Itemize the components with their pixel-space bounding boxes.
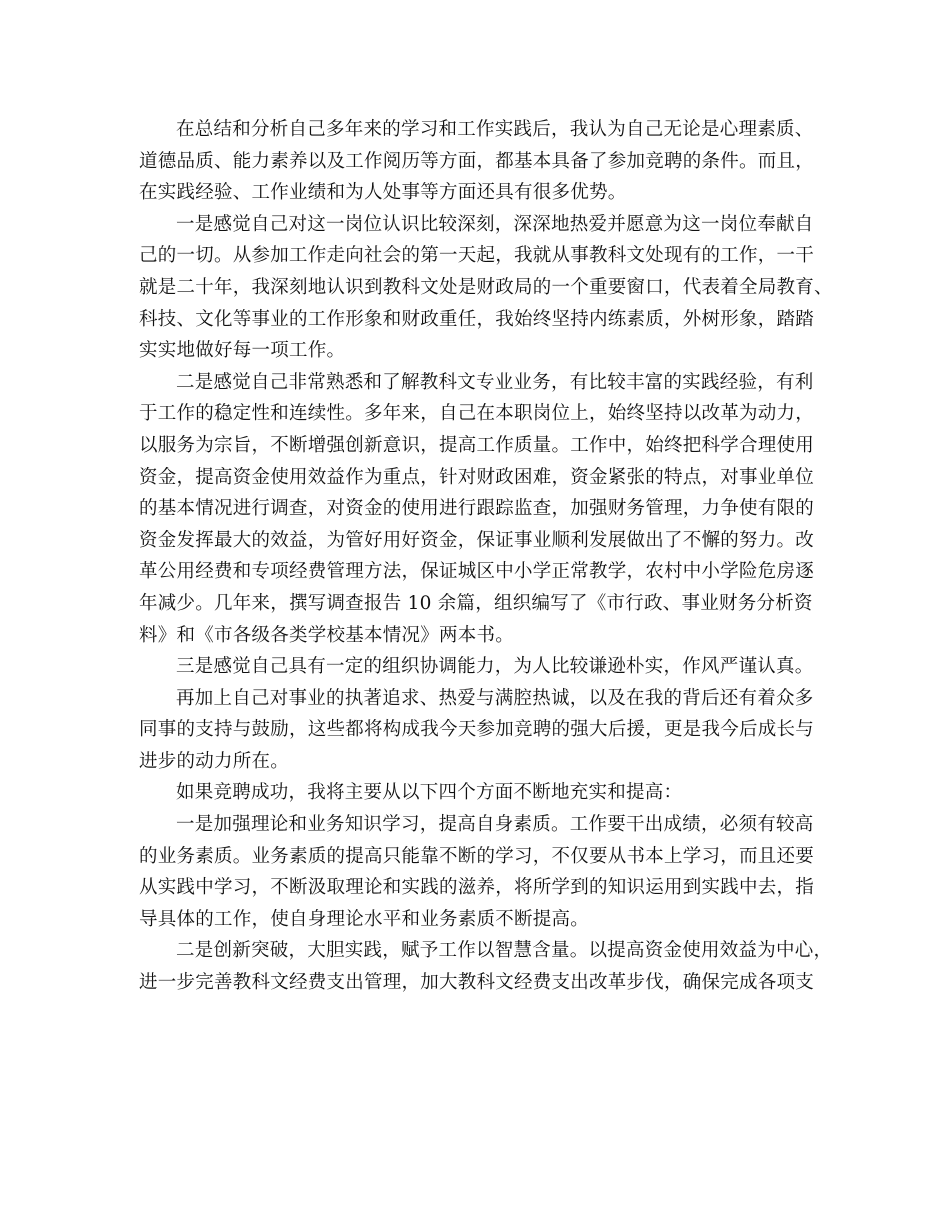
text-line: 年减少。几年来，撰写调查报告 10 余篇，组织编写了《市行政、事业财务分析资 <box>139 592 813 614</box>
text-line: 一是加强理论和业务知识学习，提高自身素质。工作要干出成绩，必须有较高 <box>176 814 814 836</box>
text-line: 从实践中学习，不断汲取理论和实践的滋养，将所学到的知识运用到实践中去，指 <box>139 877 815 899</box>
text-line: 实实地做好每一项工作。 <box>139 340 346 362</box>
text-line: 料》和《市各级各类学校基本情况》两本书。 <box>139 624 515 646</box>
text-line: 以服务为宗旨，不断增强创新意识，提高工作质量。工作中，始终把科学合理使用 <box>139 434 815 456</box>
text-line: 资金，提高资金使用效益作为重点，针对财政困难，资金紧张的特点，对事业单位 <box>139 466 815 488</box>
document-body <box>139 114 833 999</box>
text-line: 二是创新突破，大胆实践，赋予工作以智慧含量。以提高资金使用效益为中心， <box>176 940 833 962</box>
text-line: 的业务素质。业务素质的提高只能靠不断的学习，不仅要从书本上学习，而且还要 <box>139 845 815 867</box>
text-line: 二是感觉自己非常熟悉和了解教科文专业业务，有比较丰富的实践经验，有利 <box>176 371 814 393</box>
text-line: 道德品质、能力素养以及工作阅历等方面，都基本具备了参加竞聘的条件。而且， <box>139 150 815 172</box>
text-line: 一是感觉自己对这一岗位认识比较深刻，深深地热爱并愿意为这一岗位奉献自 <box>176 213 814 235</box>
text-line: 导具体的工作，使自身理论水平和业务素质不断提高。 <box>139 908 590 930</box>
text-line: 科技、文化等事业的工作形象和财政重任，我始终坚持内练素质，外树形象，踏踏 <box>139 308 815 330</box>
text-line: 在总结和分析自己多年来的学习和工作实践后，我认为自己无论是心理素质、 <box>176 119 814 140</box>
text-line: 的基本情况进行调查，对资金的使用进行跟踪监查，加强财务管理，力争使有限的 <box>139 498 815 520</box>
text-line: 三是感觉自己具有一定的组织协调能力，为人比较谦逊朴实，作风严谨认真。 <box>176 656 814 678</box>
text-line: 于工作的稳定性和连续性。多年来，自己在本职岗位上，始终坚持以改革为动力， <box>139 403 815 425</box>
text-line: 资金发挥最大的效益，为管好用好资金，保证事业顺利发展做出了不懈的努力。改 <box>139 529 815 551</box>
text-line: 进步的动力所在。 <box>139 750 290 772</box>
text-line: 革公用经费和专项经费管理方法，保证城区中小学正常教学，农村中小学险危房逐 <box>139 561 815 583</box>
text-line: 同事的支持与鼓励，这些都将构成我今天参加竞聘的强大后援，更是我今后成长与 <box>139 719 815 741</box>
text-line: 再加上自己对事业的执著追求、热爱与满腔热诚，以及在我的背后还有着众多 <box>176 687 814 709</box>
text-line: 己的一切。从参加工作走向社会的第一天起，我就从事教科文处现有的工作，一干 <box>139 245 815 267</box>
text-line: 就是二十年，我深刻地认识到教科文处是财政局的一个重要窗口，代表着全局教育、 <box>139 276 833 298</box>
text-line: 在实践经验、工作业绩和为人处事等方面还具有很多优势。 <box>139 182 627 204</box>
text-line: 进一步完善教科文经费支出管理，加大教科文经费支出改革步伐，确保完成各项支 <box>139 972 815 994</box>
text-line: 如果竞聘成功，我将主要从以下四个方面不断地充实和提高： <box>176 782 683 804</box>
